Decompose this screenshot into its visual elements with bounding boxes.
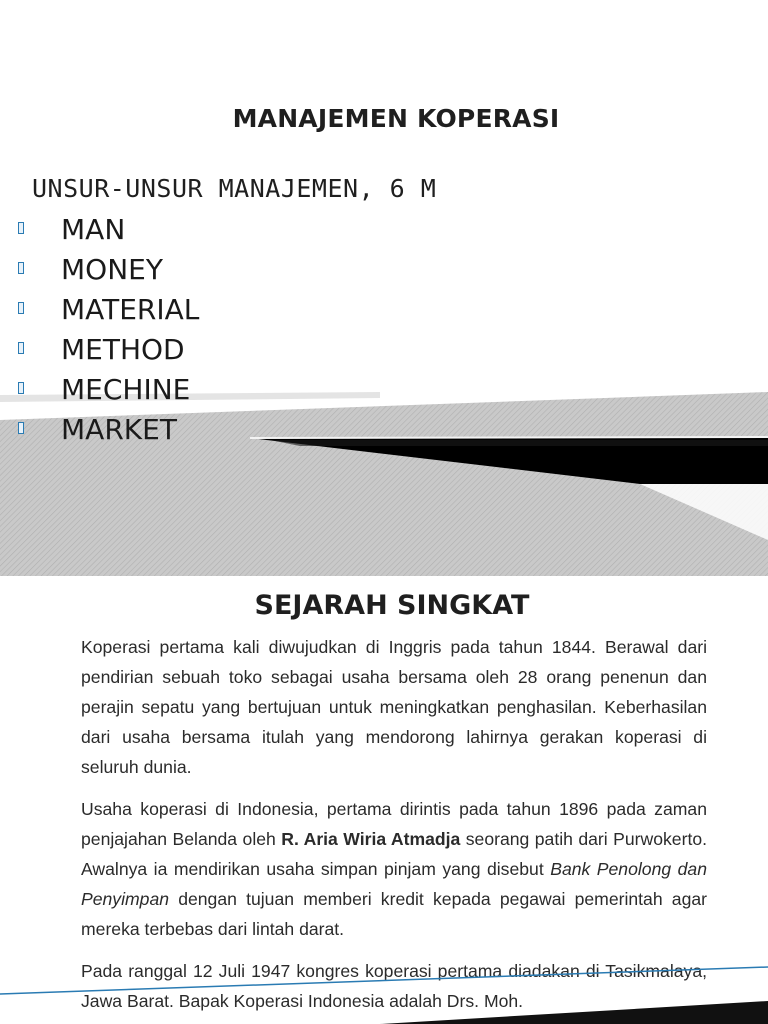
italic-term: Bank Penolong dan Penyimpan [81, 859, 707, 909]
bullet-icon [18, 222, 24, 234]
list-item: MONEY [18, 250, 199, 290]
list-item: MARKET [18, 410, 199, 450]
paragraph: Pada ranggal 12 Juli 1947 kongres koperasi pertama diadakan di Tasikmalaya, Jawa Barat. Bapak Koperasi Indonesia adalah Drs. Moh. [81, 961, 707, 1011]
slide-decoration-bottom [0, 576, 768, 1024]
bullet-icon [18, 342, 24, 354]
list-item: MECHINE [18, 370, 199, 410]
list-item: MATERIAL [18, 290, 199, 330]
slide-subtitle: UNSUR-UNSUR MANAJEMEN, 6 M [32, 174, 437, 203]
paragraph: Usaha koperasi di Indonesia, pertama dirintis pada tahun 1896 pada zaman penjajahan Belanda oleh R. Aria Wiria Atmadja seorang patih dari Purwokerto. Awalnya ia mendirikan usaha simpan pinjam yang disebut Bank Penolong dan Penyimpan dengan tujuan memberi kredit kepada pegawai pemerintah agar mereka terbebas dari lintah darat. [81, 799, 708, 939]
slide-title: MANAJEMEN KOPERASI [232, 104, 560, 133]
slide-title: SEJARAH SINGKAT [254, 590, 530, 621]
bullet-icon [18, 422, 24, 434]
m-list [18, 210, 199, 450]
list-item: MAN [18, 210, 199, 250]
list-item: METHOD [18, 330, 199, 370]
bold-name: R. Aria Wiria Atmadja [281, 829, 461, 849]
slide-sejarah-singkat [0, 576, 768, 1024]
bullet-icon [18, 302, 24, 314]
paragraph: Koperasi pertama kali diwujudkan di Inggris pada tahun 1844. Berawal dari pendirian sebuah toko sebagai usaha bersama oleh 28 orang penenun dan perajin sepatu yang bertujuan untuk meningkatkan penghasilan. Keberhasilan dari usaha bersama itulah yang mendorong lahirnya gerakan koperasi di seluruh dunia. [81, 637, 707, 777]
bullet-icon [18, 382, 24, 394]
bullet-icon [18, 262, 24, 274]
